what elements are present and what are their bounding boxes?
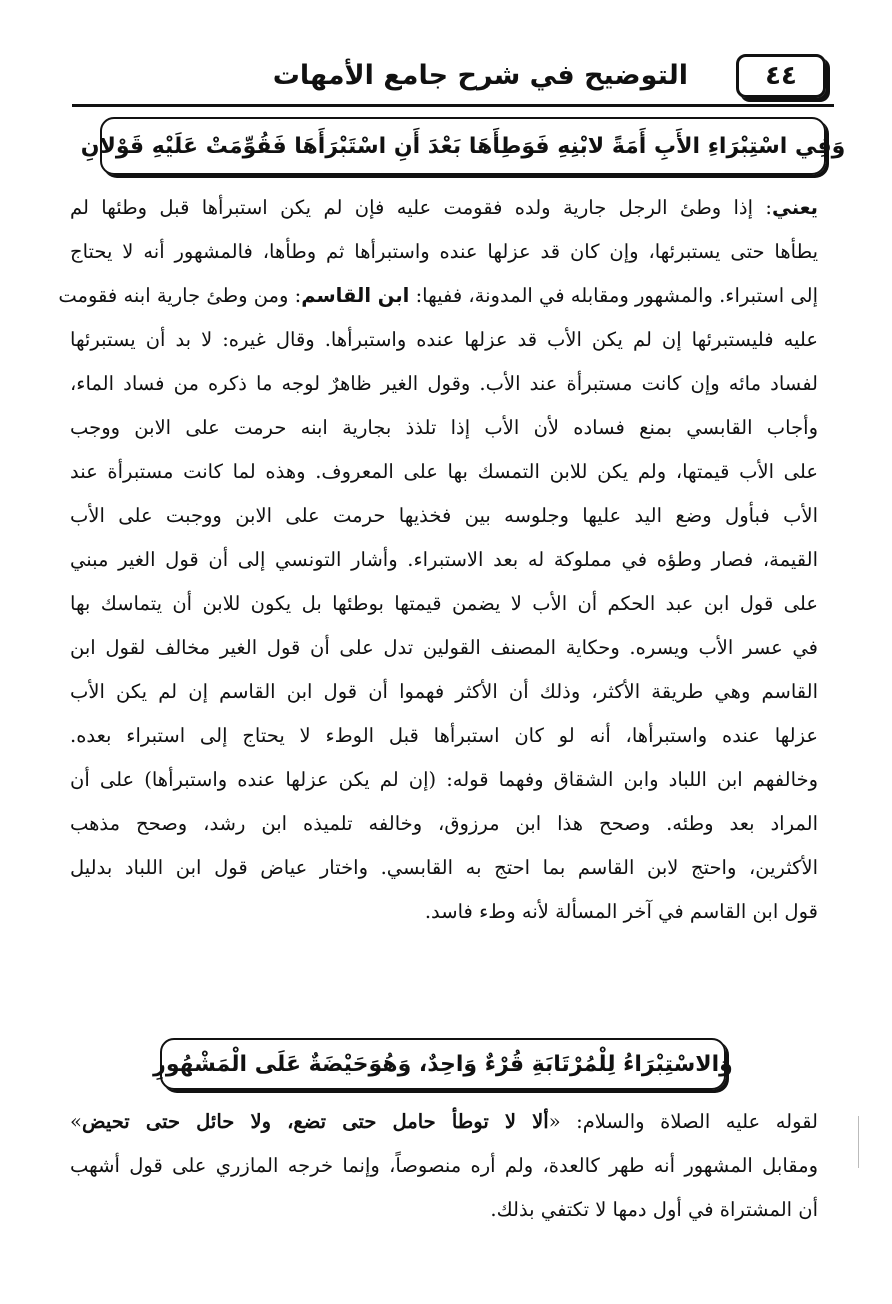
hadith-quote: ألا لا توطأ حامل حتى تضع، ولا حائل حتى تحيض [81, 1110, 549, 1133]
text-line-8: الأب فبأول وضع اليد عليها وجلوسه بين فخذيها حرمت على الابن ووجبت على الأب [70, 504, 818, 527]
matn-text-1: وَفِي اسْتِبْرَاءِ الأَبِ أَمَةً لابْنِهِ فَوَطِأَهَا بَعْدَ أَنِ اسْتَبْرَأَهَا فَقُوِّمَتْ عَلَيْهِ قَوْلانِ [80, 133, 846, 159]
matn-text-2: وَالاسْتِبْرَاءُ لِلْمُرْتَابَةِ قُرْءٌ وَاحِدٌ، وَهُوَحَيْضَةٌ عَلَى الْمَشْهُورِ [153, 1051, 733, 1077]
text-line-1 [70, 186, 818, 230]
text-line-12: القاسم وهي طريقة الأكثر، وذلك أن الأكثر فهموا أن قول ابن القاسم إن لم يكن الأب [70, 680, 818, 703]
page-number: ٤٤ [736, 54, 826, 98]
line-text: » [70, 1110, 82, 1133]
lead-word: يعني [771, 196, 818, 219]
book-title: التوضيح في شرح جامع الأمهات [272, 60, 688, 91]
text-line-13: عزلها عنده واستبرأها، أنه لو كان استبرأها قبل الوطء لا يحتاج إلى استبراء بعده. [70, 724, 818, 747]
text-line-14: وخالفهم ابن اللباد وابن الشقاق وفهما قوله: (إن لم يكن عزلها عنده واستبرأها) على أن [70, 768, 818, 791]
page-fold-mark [858, 1116, 859, 1168]
text-line-5: لفساد مائه وإن كانت مستبرأة عند الأب. وقول الغير ظاهرٌ لوجه ما ذكره من فساد الماء، [70, 372, 818, 395]
text-line-7: على الأب قيمتها، ولم يكن للابن التمسك بها على المعروف. وهذه لما كانت مستبرأة عند [70, 460, 818, 483]
line-text: لقوله عليه الصلاة والسلام: « [548, 1110, 818, 1133]
line-text: إلى استبراء. والمشهور ومقابله في المدونة، ففيها: [415, 284, 818, 307]
text-line-9: القيمة، فصار وطؤه في مملوكة له بعد الاستبراء. وأشار التونسي إلى أن قول الغير مبني [70, 548, 818, 571]
text-line-19: ومقابل المشهور أنه طهر كالعدة، ولم أره منصوصاً، وإنما خرجه المازري على قول أشهب [70, 1154, 818, 1177]
text-line-6: وأجاب القابسي بمنع فساده لأن الأب إذا تلذذ بجارية ابنه حرمت على الابن ووجب [70, 416, 818, 439]
text-line-18 [70, 1100, 818, 1144]
text-line-20: أن المشتراة في أول دمها لا تكتفي بذلك. [490, 1198, 818, 1221]
matn-box-1 [80, 117, 846, 175]
header-rule [72, 104, 834, 107]
text-line-4: عليه فليستبرئها إن لم يكن الأب قد عزلها عنده واستبرأها. وقال غيره: لا بد أن يستبرئها [70, 328, 818, 351]
text-line-10: على قول ابن عبد الحكم أن الأب لا يضمن قيمتها بوطئها بل يكون للابن أن يتماسك بها [70, 592, 818, 615]
text-line-3 [58, 274, 818, 318]
text-line-11: في عسر الأب ويسره. وحكاية المصنف القولين تدل على أن قول الغير مخالف لقول ابن [70, 636, 818, 659]
matn-box-2 [153, 1038, 733, 1090]
text-line-15: المراد بعد وطئه. وصحح هذا ابن مرزوق، وخالفه تلميذه ابن رشد، وصحح مذهب [70, 812, 818, 835]
text-line-16: الأكثرين، واحتج لابن القاسم بما احتج به القابسي. واختار عياض قول ابن اللباد بدليل [70, 856, 818, 879]
line-text: : إذا وطئ الرجل جارية ولده فقومت عليه فإن لم يكن استبرأها قبل وطئها لم [70, 196, 772, 219]
line-text: : ومن وطئ جارية ابنه فقومت [58, 284, 302, 307]
text-line-17: قول ابن القاسم في آخر المسألة لأنه وطء فاسد. [424, 900, 818, 923]
page-header [72, 52, 834, 110]
text-line-2: يطأها حتى يستبرئها، وإن كان قد عزلها عنده واستبرأها ثم وطأها، فالمشهور أنه لا يحتاج [70, 240, 818, 263]
bold-name: ابن القاسم [301, 284, 410, 307]
